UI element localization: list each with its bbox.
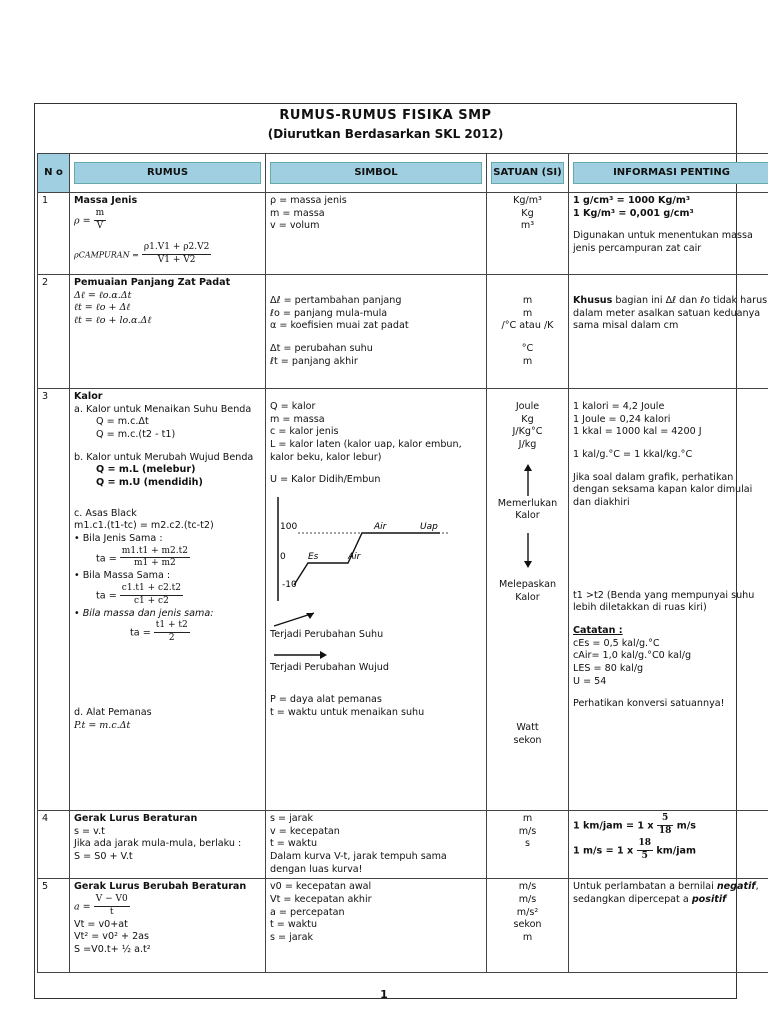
header-rumus: RUMUS: [70, 154, 266, 193]
simbol-cell: s = jarak v = kecepatan t = waktu Dalam kurva V-t, jarak tempuh sama dengan luas kurva!: [266, 811, 487, 879]
simbol-cell: v0 = kecepatan awal Vt = kecepatan akhir a = percepatan t = waktu s = jarak: [266, 879, 487, 973]
header-satuan: SATUAN (SI): [487, 154, 569, 193]
info-cell: 1 kalori = 4,2 Joule 1 Joule = 0,24 kalori 1 kkal = 1000 kal = 4200 J 1 kal/g.°C = 1 kkal/kg.°C Jika soal dalam grafik, perhatikan dengan seksama kapan kalor dimulai dan diakhiri t1 >t2 (Benda yang mempunyai suhu lebih diletakkan di ruas kiri) Catatan : cEs = 0,5 kal/g.°C cAir= 1,0 kal/g.°C0 kal/g LES = 80 kal/g U = 54 Perhatikan konversi satuannya!: [569, 389, 768, 811]
graph-label-minus10: -10: [282, 579, 297, 590]
graph-label-uap: Uap: [420, 521, 438, 532]
diagonal-arrow-icon: [270, 609, 330, 629]
header-info: INFORMASI PENTING: [569, 154, 768, 193]
row-number: 2: [38, 275, 70, 389]
graph-label-0: 0: [280, 551, 286, 562]
right-arrow-icon: [270, 648, 330, 662]
graph-label-air: Air: [374, 521, 387, 532]
down-arrow-icon: [518, 531, 538, 569]
table-row: [38, 389, 768, 811]
satuan-cell: Joule Kg J/Kg°C J/kg Memerlukan Kalor Melepaskan Kalor Watt sekon: [487, 389, 569, 811]
satuan-cell: Kg/m³ Kg m³: [487, 193, 569, 275]
table-row: [38, 275, 768, 389]
table-row: [38, 193, 768, 275]
graph-label-100: 100: [280, 521, 298, 532]
graph-label-es: Es: [308, 551, 319, 562]
satuan-cell: m m/s s: [487, 811, 569, 879]
simbol-cell: Q = kalor m = massa c = kalor jenis L = kalor laten (kalor uap, kalor embun, kalor beku, kalor lebur) U = Kalor Didih/Embun 100 0 -10 Air Uap Es Air Terjadi Perubahan Suhu Terjadi Perubahan Wujud P = daya alat pemanas t = waktu untuk menaikan suhu: [266, 389, 487, 811]
row-number: 5: [38, 879, 70, 973]
rumus-cell: Pemuaian Panjang Zat Padat Δℓ = ℓo.α.Δt ℓt = ℓo + Δℓ ℓt = ℓo + lo.α.Δℓ: [70, 275, 266, 389]
header-no: N o: [38, 154, 70, 193]
satuan-cell: m m /°C atau /K °C m: [487, 275, 569, 389]
rumus-cell: Kalor a. Kalor untuk Menaikan Suhu Benda Q = m.c.Δt Q = m.c.(t2 - t1) b. Kalor untuk Merubah Wujud Benda Q = m.L (melebur) Q = m.U (mendidih) c. Asas Black m1.c1.(t1-tc) = m2.c2.(tc-t2) • Bila Jenis Sama : ta = $\frac{m1.t1 + m2.t2}{m1 + m2}$ • Bila Massa Sama : ta = $\frac{c1.t1 + c2.t2}{c1 + c2}$ • Bila massa dan jenis sama: ta = $\frac{t1 + t2}{2}$ d. Alat Pemanas P.t = m.c.Δt: [70, 389, 266, 811]
page-number: 1: [380, 988, 388, 1001]
topic-title: Massa Jenis: [74, 195, 138, 206]
row-number: 4: [38, 811, 70, 879]
simbol-cell: ρ = massa jenis m = massa v = volum: [266, 193, 487, 275]
document-title: [34, 108, 737, 141]
header-simbol: SIMBOL: [266, 154, 487, 193]
heating-curve-graph: [270, 493, 470, 605]
info-cell: Untuk perlambatan a bernilai negatif, sedangkan dipercepat a positif: [569, 879, 768, 973]
title-line-1: RUMUS-RUMUS FISIKA SMP: [279, 108, 492, 123]
formula: ρCAMPURAN = $\frac{\rho 1.V1 + \rho 2.V2}{V1 + V2}$: [74, 242, 210, 266]
rumus-cell: Gerak Lurus Beraturan s = v.t Jika ada jarak mula-mula, berlaku : S = S0 + V.t: [70, 811, 266, 879]
row-number: 3: [38, 389, 70, 811]
row-number: 1: [38, 193, 70, 275]
rumus-cell: [70, 193, 266, 275]
formula: ρ = $\frac{m}{V}$: [74, 207, 105, 231]
satuan-cell: m/s m/s m/s² sekon m: [487, 879, 569, 973]
rumus-cell: Gerak Lurus Berubah Beraturan a = $\frac{V - V0}{t}$ Vt = v0+at Vt² = v0² + 2as S =V0.t+ ½ a.t²: [70, 879, 266, 973]
info-cell: Khusus bagian ini Δℓ dan ℓo tidak harus dalam meter asalkan satuan keduanya sama misal dalam cm: [569, 275, 768, 389]
up-arrow-icon: [518, 464, 538, 498]
table-row: [38, 879, 768, 973]
formula-table: [37, 153, 768, 973]
table-row: [38, 811, 768, 879]
graph-label-air-2: Air: [348, 551, 361, 562]
info-cell: 1 g/cm³ = 1000 Kg/m³ 1 Kg/m³ = 0,001 g/cm³ Digunakan untuk menentukan massa jenis percampuran zat cair: [569, 193, 768, 275]
title-line-2: (Diurutkan Berdasarkan SKL 2012): [267, 127, 504, 141]
simbol-cell: Δℓ = pertambahan panjang ℓo = panjang mula-mula α = koefisien muai zat padat Δt = perubahan suhu ℓt = panjang akhir: [266, 275, 487, 389]
info-cell: 1 km/jam = 1 x $\frac{5}{18}$ m/s 1 m/s = 1 x $\frac{18}{5}$ km/jam: [569, 811, 768, 879]
header-row: [38, 154, 768, 193]
